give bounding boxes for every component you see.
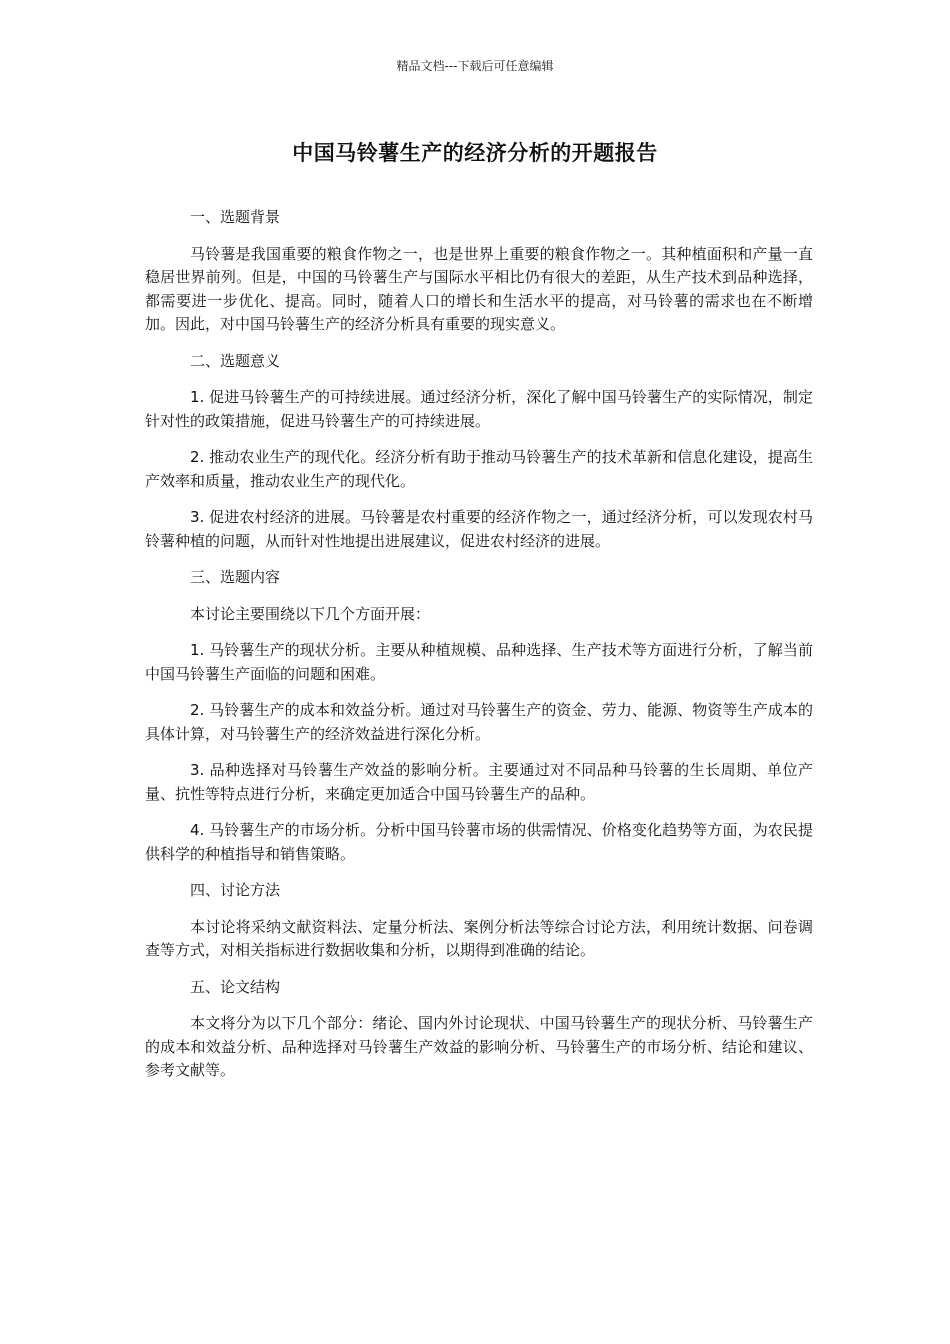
section-heading-structure: 五、论文结构 <box>190 977 281 996</box>
paragraph-significance-1: 1. 促进马铃薯生产的可持续进展。通过经济分析，深化了解中国马铃薯生产的实际情况，制定针对性的政策措施，促进马铃薯生产的可持续进展。 <box>145 388 813 430</box>
document-title: 中国马铃薯生产的经济分析的开题报告 <box>292 141 658 165</box>
paragraph-content-1: 1. 马铃薯生产的现状分析。主要从种植规模、品种选择、生产技术等方面进行分析，了解当前中国马铃薯生产面临的问题和困难。 <box>145 641 813 683</box>
section-heading-background: 一、选题背景 <box>190 208 281 226</box>
section-heading-methods: 四、讨论方法 <box>190 881 281 899</box>
document-body <box>145 206 813 1096</box>
paragraph-content-3: 3. 品种选择对马铃薯生产效益的影响分析。主要通过对不同品种马铃薯的生长周期、单位产量、抗性等特点进行分析，来确定更加适合中国马铃薯生产的品种。 <box>145 761 813 803</box>
paragraph-content-2: 2. 马铃薯生产的成本和效益分析。通过对马铃薯生产的资金、劳力、能源、物资等生产成本的具体计算，对马铃薯生产的经济效益进行深化分析。 <box>145 701 813 743</box>
page-header: 精品文档---下载后可任意编辑 <box>396 59 554 73</box>
paragraph-methods: 本讨论将采纳文献资料法、定量分析法、案例分析法等综合讨论方法，利用统计数据、问卷调查等方式，对相关指标进行数据收集和分析，以期得到准确的结论。 <box>145 917 813 959</box>
paragraph-content-intro: 本讨论主要围绕以下几个方面开展： <box>190 604 431 623</box>
paragraph-significance-3: 3. 促进农村经济的进展。马铃薯是农村重要的经济作物之一，通过经济分析，可以发现农村马铃薯种植的问题，从而针对性地提出进展建议，促进农村经济的进展。 <box>145 508 813 550</box>
section-heading-significance: 二、选题意义 <box>190 351 281 370</box>
paragraph-structure: 本文将分为以下几个部分：绪论、国内外讨论现状、中国马铃薯生产的现状分析、马铃薯生产的成本和效益分析、品种选择对马铃薯生产效益的影响分析、马铃薯生产的市场分析、结论和建议、参考文献等。 <box>145 1014 813 1079</box>
section-heading-content: 三、选题内容 <box>190 568 281 586</box>
paragraph-background: 马铃薯是我国重要的粮食作物之一，也是世界上重要的粮食作物之一。其种植面积和产量一直稳居世界前列。但是，中国的马铃薯生产与国际水平相比仍有很大的差距，从生产技术到品种选择，都需要进一步优化、提高。同时，随着人口的增长和生活水平的提高，对马铃薯的需求也在不断增加。因此，对中国马铃薯生产的经济分析具有重要的现实意义。 <box>145 244 813 333</box>
paragraph-content-4: 4. 马铃薯生产的市场分析。分析中国马铃薯市场的供需情况、价格变化趋势等方面，为农民提供科学的种植指导和销售策略。 <box>145 821 813 863</box>
paragraph-significance-2: 2. 推动农业生产的现代化。经济分析有助于推动马铃薯生产的技术革新和信息化建设，提高生产效率和质量，推动农业生产的现代化。 <box>145 448 813 490</box>
